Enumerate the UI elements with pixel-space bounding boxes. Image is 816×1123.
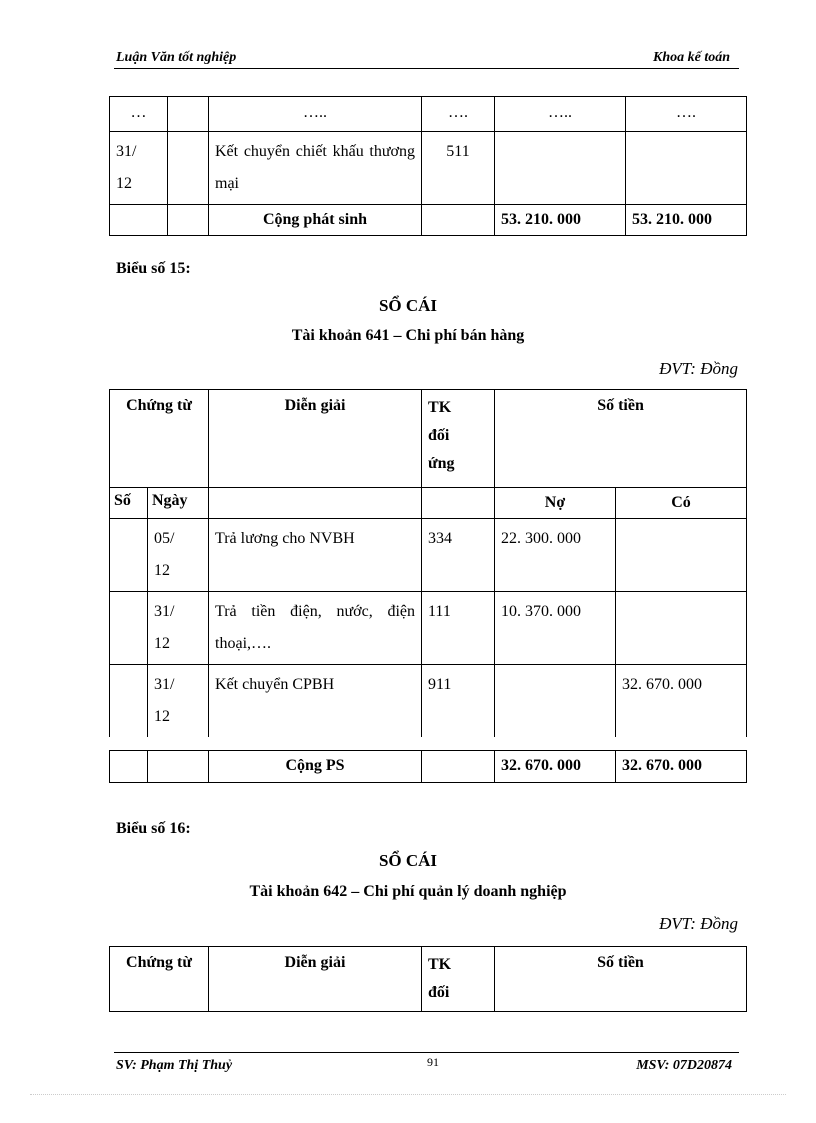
cell-ngay: 31/ 12	[148, 592, 209, 665]
bieu16-subtitle: Tài khoản 642 – Chi phí quản lý doanh nghiệp	[249, 883, 567, 900]
cell-no: …..	[495, 97, 626, 132]
table-bieu15	[109, 389, 747, 737]
cell-co: 32. 670. 000	[616, 665, 747, 738]
bieu15-label: Biểu số 15:	[116, 260, 191, 277]
cell-tk: 911	[422, 665, 495, 738]
cell-co: ….	[626, 97, 747, 132]
cell-so	[110, 519, 148, 592]
cell-co	[616, 592, 747, 665]
page-edge-dotted	[30, 1094, 786, 1095]
header-dien-giai: Diễn giải	[209, 947, 422, 1012]
cell-ngay: 31/ 12	[148, 665, 209, 738]
table-row	[110, 132, 747, 205]
header-so: Số	[110, 488, 148, 519]
footer-rule	[114, 1052, 739, 1053]
header-chung-tu: Chứng từ	[110, 947, 209, 1012]
cell-co	[616, 519, 747, 592]
header-chung-tu: Chứng từ	[110, 390, 209, 488]
cell-tk: 334	[422, 519, 495, 592]
table-bieu15-total	[109, 750, 747, 783]
header-so-tien: Số tiền	[495, 947, 747, 1012]
bieu15-unit: ĐVT: Đồng	[659, 359, 738, 378]
bieu15-subtitle: Tài khoản 641 – Chi phí bán hàng	[291, 327, 525, 344]
cell-no: 22. 300. 000	[495, 519, 616, 592]
cell-tk: ….	[422, 97, 495, 132]
bieu15-title: SỔ CÁI	[378, 296, 438, 315]
total-row	[110, 751, 747, 783]
header-co: Có	[616, 488, 747, 519]
bieu16-title: SỔ CÁI	[378, 851, 438, 870]
cell-so: 31/ 12	[110, 132, 168, 205]
header-so-tien: Số tiền	[495, 390, 747, 488]
cell-dien-giai: Trả lương cho NVBH	[209, 519, 422, 592]
cell-so	[110, 592, 148, 665]
total-no: 32. 670. 000	[495, 751, 616, 783]
cell-co	[626, 132, 747, 205]
header-ngay: Ngày	[148, 488, 209, 519]
total-label: Cộng phát sinh	[209, 205, 422, 236]
table-row	[110, 665, 747, 738]
cell-no: 10. 370. 000	[495, 592, 616, 665]
page-number: 91	[427, 1055, 439, 1069]
table-row	[110, 97, 747, 132]
cell-dien-giai: Trả tiền điện, nước, điện thoại,….	[209, 592, 422, 665]
header-left: Luận Văn tốt nghiệp	[116, 50, 237, 65]
header-no: Nợ	[495, 488, 616, 519]
cell-dien-giai: Kết chuyển CPBH	[209, 665, 422, 738]
table-bieu16	[109, 946, 747, 1012]
header-tk: TK đối	[422, 947, 495, 1012]
cell-so: …	[110, 97, 168, 132]
header-dien-giai: Diễn giải	[209, 390, 422, 488]
cell-tk: 511	[422, 132, 495, 205]
header-rule	[114, 68, 739, 69]
total-co: 53. 210. 000	[626, 205, 747, 236]
cell-no	[495, 132, 626, 205]
cell-tk: 111	[422, 592, 495, 665]
table-row	[110, 519, 747, 592]
cell-dien-giai: Kết chuyển chiết khấu thương mại	[209, 132, 422, 205]
header-right: Khoa kế toán	[652, 50, 730, 65]
header-tk: TK đối ứng	[422, 390, 495, 488]
cell-ngay	[168, 97, 209, 132]
cell-ngay: 05/ 12	[148, 519, 209, 592]
footer-left: SV: Phạm Thị Thuỷ	[116, 1058, 233, 1073]
cell-no	[495, 665, 616, 738]
total-label: Cộng PS	[209, 751, 422, 783]
table-header-row	[110, 947, 747, 1012]
total-co: 32. 670. 000	[616, 751, 747, 783]
table-header-row	[110, 390, 747, 488]
total-no: 53. 210. 000	[495, 205, 626, 236]
table-continuation	[109, 96, 747, 236]
total-row	[110, 205, 747, 236]
bieu16-label: Biểu số 16:	[116, 820, 191, 837]
table-row	[110, 592, 747, 665]
cell-so	[110, 665, 148, 738]
table-header-row	[110, 488, 747, 519]
bieu16-unit: ĐVT: Đồng	[659, 914, 738, 933]
cell-dien-giai: …..	[209, 97, 422, 132]
footer-right: MSV: 07D20874	[636, 1058, 732, 1073]
cell-ngay	[168, 132, 209, 205]
